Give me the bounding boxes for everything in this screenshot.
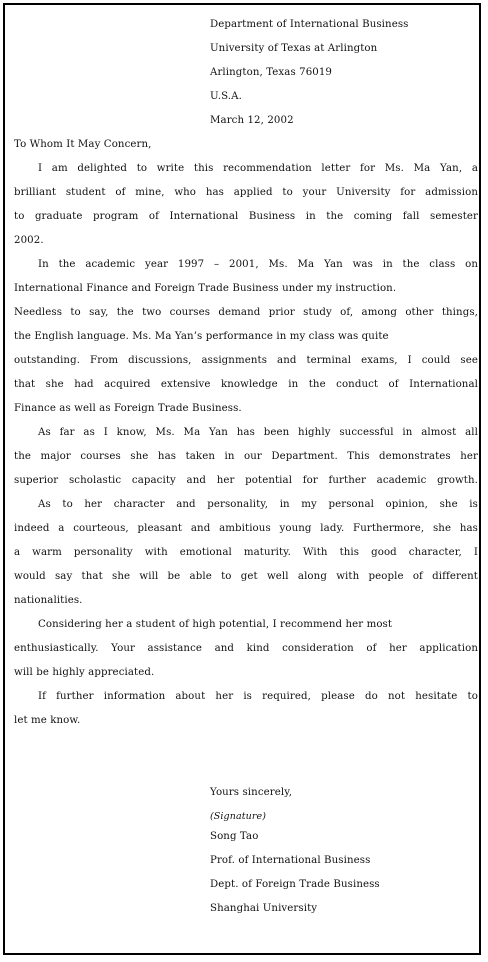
body-line: Considering her a student of high potential, I recommend her most xyxy=(38,619,393,630)
sender-department: Department of International Business xyxy=(210,19,409,30)
signer-title: Prof. of International Business xyxy=(210,855,371,866)
body-line: As to her character and personality, in my personal opinion, she is xyxy=(38,499,478,510)
sender-university: University of Texas at Arlington xyxy=(210,43,378,54)
body-line: 2002. xyxy=(14,235,44,246)
letter-date: March 12, 2002 xyxy=(210,115,294,126)
sender-country: U.S.A. xyxy=(210,91,242,102)
body-line: let me know. xyxy=(14,715,81,726)
complimentary-close: Yours sincerely, xyxy=(210,787,293,798)
body-line: If further information about her is required, please do not hesitate to xyxy=(38,691,478,702)
body-line: superior scholastic capacity and her potential for further academic growth. xyxy=(14,475,478,486)
body-line: nationalities. xyxy=(14,595,83,606)
signer-name: Song Tao xyxy=(210,831,259,842)
body-line: a warm personality with emotional maturity. With this good character, I xyxy=(14,547,478,558)
body-line: I am delighted to write this recommendation letter for Ms. Ma Yan, a xyxy=(38,163,478,174)
body-line: the major courses she has taken in our Department. This demonstrates her xyxy=(14,451,478,462)
salutation: To Whom It May Concern, xyxy=(14,139,152,150)
body-line: that she had acquired extensive knowledge in the conduct of International xyxy=(14,379,478,390)
body-line: the English language. Ms. Ma Yan’s performance in my class was quite xyxy=(14,331,389,342)
body-line: to graduate program of International Business in the coming fall semester xyxy=(14,211,478,222)
body-line: brilliant student of mine, who has applied to your University for admission xyxy=(14,187,478,198)
body-line: would say that she will be able to get well along with people of different xyxy=(14,571,478,582)
body-line: indeed a courteous, pleasant and ambitious young lady. Furthermore, she has xyxy=(14,523,478,534)
body-line: Finance as well as Foreign Trade Business. xyxy=(14,403,242,414)
signer-university: Shanghai University xyxy=(210,903,318,914)
body-line: outstanding. From discussions, assignments and terminal exams, I could see xyxy=(14,355,478,366)
body-line: As far as I know, Ms. Ma Yan has been highly successful in almost all xyxy=(38,427,478,438)
body-line: Needless to say, the two courses demand prior study of, among other things, xyxy=(14,307,478,318)
signature: (Signature) xyxy=(210,811,267,822)
body-line: International Finance and Foreign Trade Business under my instruction. xyxy=(14,283,397,294)
signer-dept: Dept. of Foreign Trade Business xyxy=(210,879,380,890)
sender-city: Arlington, Texas 76019 xyxy=(210,67,333,78)
body-line: In the academic year 1997 – 2001, Ms. Ma Yan was in the class on xyxy=(38,259,478,270)
body-line: will be highly appreciated. xyxy=(14,667,155,678)
body-line: enthusiastically. Your assistance and kind consideration of her application xyxy=(14,643,478,654)
